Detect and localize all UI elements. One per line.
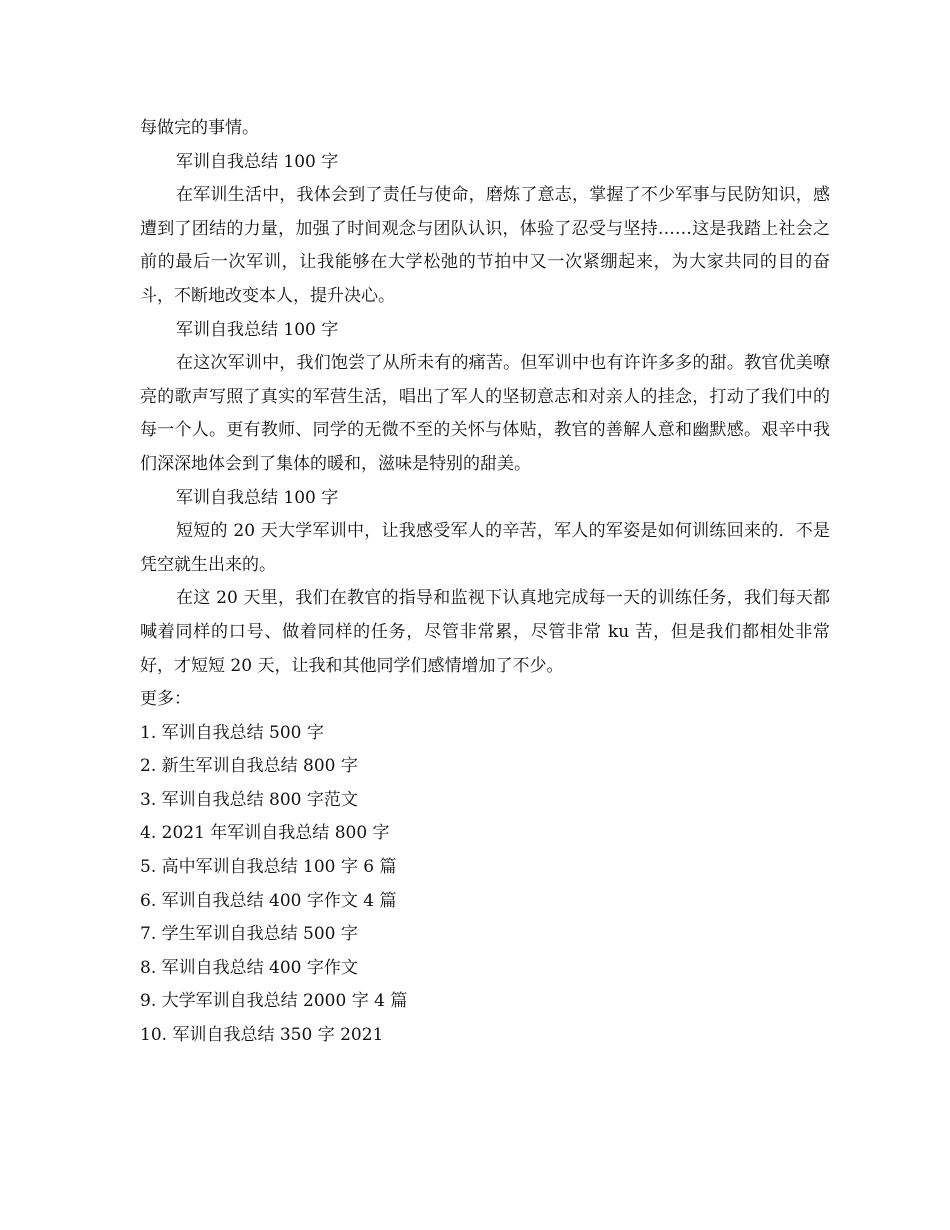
- intro-fragment: 每做完的事情。: [140, 118, 259, 138]
- section-paragraph: 在这 20 天里，我们在教官的指导和监视下认真地完成每一天的训练任务，我们每天都喊着同样的口号、做着同样的任务，尽管非常累，尽管非常 ku 苦，但是我们都相处非常好，才短短 20 天，让我和其他同学们感情增加了不少。: [140, 588, 830, 676]
- more-link-item[interactable]: 2. 新生军训自我总结 800 字: [140, 756, 358, 777]
- more-link-item[interactable]: 3. 军训自我总结 800 字范文: [140, 789, 358, 810]
- section-2: [140, 314, 830, 482]
- section-1: [140, 146, 830, 314]
- section-paragraph: 在这次军训中，我们饱尝了从所未有的痛苦。但军训中也有许许多多的甜。教官优美嘹亮的歌声写照了真实的军营生活，唱出了军人的坚韧意志和对亲人的挂念，打动了我们中的每一个人。更有教师、同学的无微不至的关怀与体贴，教官的善解人意和幽默感。艰辛中我们深深地体会到了集体的暖和，滋味是特别的甜美。: [140, 353, 830, 474]
- more-link-item[interactable]: 9. 大学军训自我总结 2000 字 4 篇: [140, 991, 408, 1012]
- section-3: [140, 482, 830, 684]
- section-paragraph: 短短的 20 天大学军训中，让我感受军人的辛苦，军人的军姿是如何训练回来的．不是凭空就生出来的。: [140, 521, 830, 575]
- section-heading: 军训自我总结 100 字: [176, 151, 339, 172]
- section-heading: 军训自我总结 100 字: [176, 319, 339, 340]
- more-links-list: [140, 717, 830, 1053]
- section-heading: 军训自我总结 100 字: [176, 487, 339, 508]
- more-link-item[interactable]: 5. 高中军训自我总结 100 字 6 篇: [140, 857, 397, 878]
- more-link-item[interactable]: 1. 军训自我总结 500 字: [140, 722, 324, 743]
- more-link-item[interactable]: 6. 军训自我总结 400 字作文 4 篇: [140, 890, 397, 911]
- more-link-item[interactable]: 4. 2021 年军训自我总结 800 字: [140, 823, 390, 844]
- more-label: 更多：: [140, 689, 191, 710]
- more-link-item[interactable]: 7. 学生军训自我总结 500 字: [140, 924, 358, 945]
- section-paragraph: 在军训生活中，我体会到了责任与使命，磨炼了意志，掌握了不少军事与民防知识，感遭到了团结的力量，加强了时间观念与团队认识，体验了忍受与坚持……这是我踏上社会之前的最后一次军训，让我能够在大学松弛的节拍中又一次紧绷起来，为大家共同的目的奋斗，不断地改变本人，提升决心。: [140, 185, 830, 306]
- more-link-item[interactable]: 10. 军训自我总结 350 字 2021: [140, 1025, 384, 1046]
- document-page: [140, 112, 830, 1053]
- more-link-item[interactable]: 8. 军训自我总结 400 字作文: [140, 957, 358, 978]
